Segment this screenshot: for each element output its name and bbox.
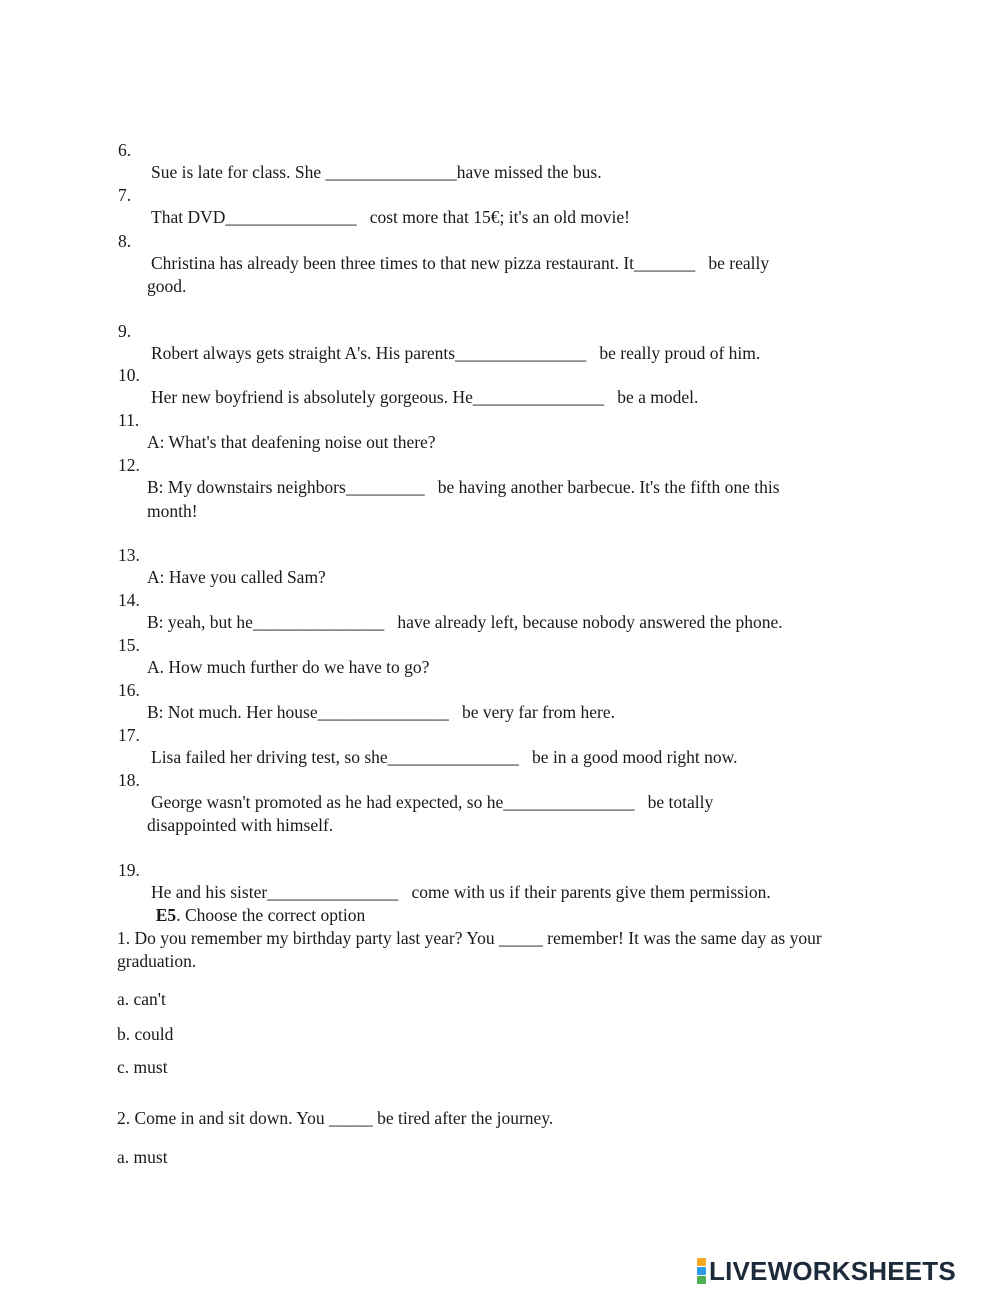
item-text: Lisa failed her driving test, so she_______________ be in a good mood right now. — [151, 747, 738, 767]
item-text: B: Not much. Her house_______________ be very far from here. — [147, 702, 616, 722]
option-a: a. can't — [117, 989, 166, 1009]
item-text: A: Have you called Sam? — [147, 567, 326, 587]
item-text: B: My downstairs neighbors_________ be having another barbecue. It's the fifth one this — [147, 477, 780, 497]
item-text: A: What's that deafening noise out there? — [147, 432, 436, 452]
logo-blocks-icon — [697, 1258, 706, 1284]
option-b: b. could — [117, 1024, 174, 1044]
item-text: A. How much further do we have to go? — [147, 657, 430, 677]
item-text: George wasn't promoted as he had expected, so he_______________ be totally — [151, 792, 714, 812]
item-text: good. — [147, 276, 187, 296]
item-number: 16. — [118, 680, 140, 700]
item-number: 12. — [118, 455, 140, 475]
item-number: 13. — [118, 545, 140, 565]
section-label: E5 — [155, 905, 177, 925]
item-number: 9. — [118, 321, 132, 341]
item-number: 14. — [118, 590, 140, 610]
item-number: 18. — [118, 770, 140, 790]
item-number: 7. — [118, 185, 132, 205]
item-text: Sue is late for class. She _______________have missed the bus. — [151, 162, 602, 182]
item-text: month! — [147, 501, 198, 521]
item-text: B: yeah, but he_______________ have already left, because nobody answered the phone. — [147, 612, 783, 632]
option-c: c. must — [117, 1057, 168, 1077]
item-text: disappointed with himself. — [147, 815, 334, 835]
item-number: 15. — [118, 635, 140, 655]
section-title: . Choose the correct option — [176, 905, 366, 925]
liveworksheets-logo — [697, 1257, 956, 1285]
item-number: 11. — [118, 410, 140, 430]
question-1: 1. Do you remember my birthday party last year? You _____ remember! It was the same day as your graduation. — [117, 928, 822, 971]
item-text: That DVD_______________ cost more that 15€; it's an old movie! — [151, 207, 630, 227]
item-number: 8. — [118, 231, 132, 251]
item-number: 10. — [118, 365, 140, 385]
option-a: a. must — [117, 1147, 168, 1167]
item-number: 17. — [118, 725, 140, 745]
item-text: He and his sister_______________ come with us if their parents give them permission. — [151, 882, 771, 902]
item-number: 6. — [118, 140, 132, 160]
item-text: Christina has already been three times to that new pizza restaurant. It_______ be really — [151, 253, 770, 273]
section-heading — [147, 882, 365, 926]
question-2: 2. Come in and sit down. You _____ be tired after the journey. — [117, 1108, 554, 1128]
item-number: 19. — [118, 860, 140, 880]
item-text: Her new boyfriend is absolutely gorgeous. He_______________ be a model. — [151, 387, 699, 407]
item-text: Robert always gets straight A's. His parents_______________ be really proud of him. — [151, 343, 761, 363]
logo-text: LIVEWORKSHEETS — [709, 1256, 956, 1286]
